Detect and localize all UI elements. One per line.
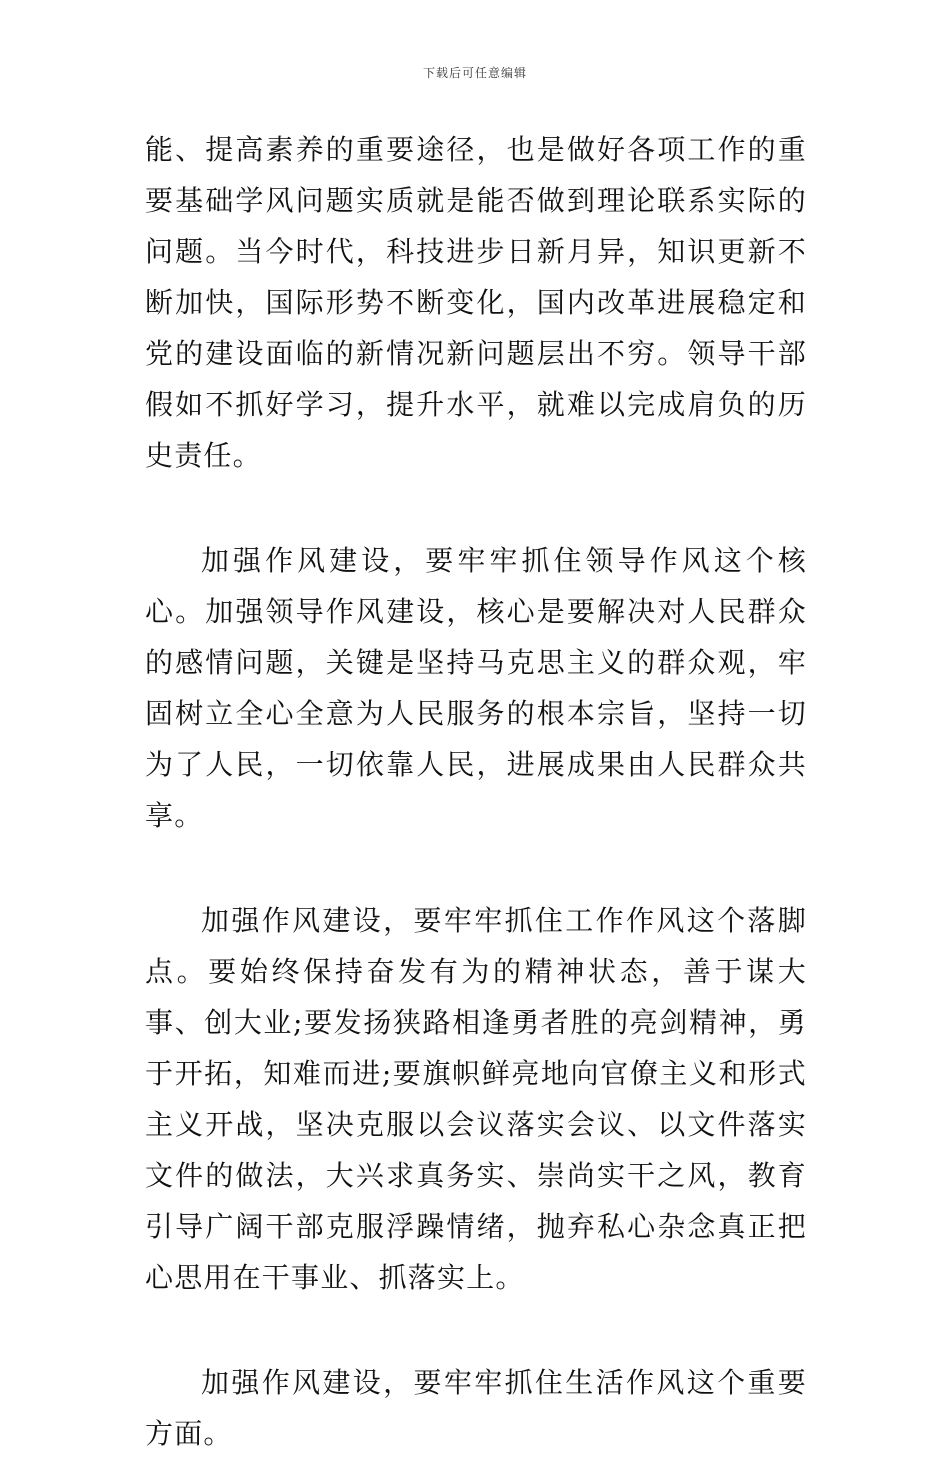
paragraph-gap xyxy=(145,481,807,535)
paragraph-gap xyxy=(145,1303,807,1357)
paragraph-gap xyxy=(145,841,807,895)
header-note: 下载后可任意编辑 xyxy=(422,66,527,80)
paragraph-1: 能、提高素养的重要途径，也是做好各项工作的重要基础学风问题实质就是能否做到理论联系实际的问题。当今时代，科技进步日新月异，知识更新不断加快，国际形势不断变化，国内改革进展稳定和党的建设面临的新情况新问题层出不穷。领导干部假如不抓好学习，提升水平，就难以完成肩负的历史责任。 xyxy=(145,133,807,472)
paragraph-3: 加强作风建设，要牢牢抓住工作作风这个落脚点。要始终保持奋发有为的精神状态，善于谋大事、创大业;要发扬狭路相逢勇者胜的亮剑精神，勇于开拓，知难而进;要旗帜鲜亮地向官僚主义和形式主义开战，坚决克服以会议落实会议、以文件落实文件的做法，大兴求真务实、崇尚实干之风，教育引导广阔干部克服浮躁情绪，抛弃私心杂念真正把心思用在干事业、抓落实上。 xyxy=(145,904,807,1294)
document-body xyxy=(145,124,807,1459)
paragraph-2: 加强作风建设，要牢牢抓住领导作风这个核心。加强领导作风建设，核心是要解决对人民群众的感情问题，关键是坚持马克思主义的群众观，牢固树立全心全意为人民服务的根本宗旨，坚持一切为了人民，一切依靠人民，进展成果由人民群众共享。 xyxy=(145,544,807,832)
paragraph-4: 加强作风建设，要牢牢抓住生活作风这个重要方面。 xyxy=(145,1366,807,1450)
